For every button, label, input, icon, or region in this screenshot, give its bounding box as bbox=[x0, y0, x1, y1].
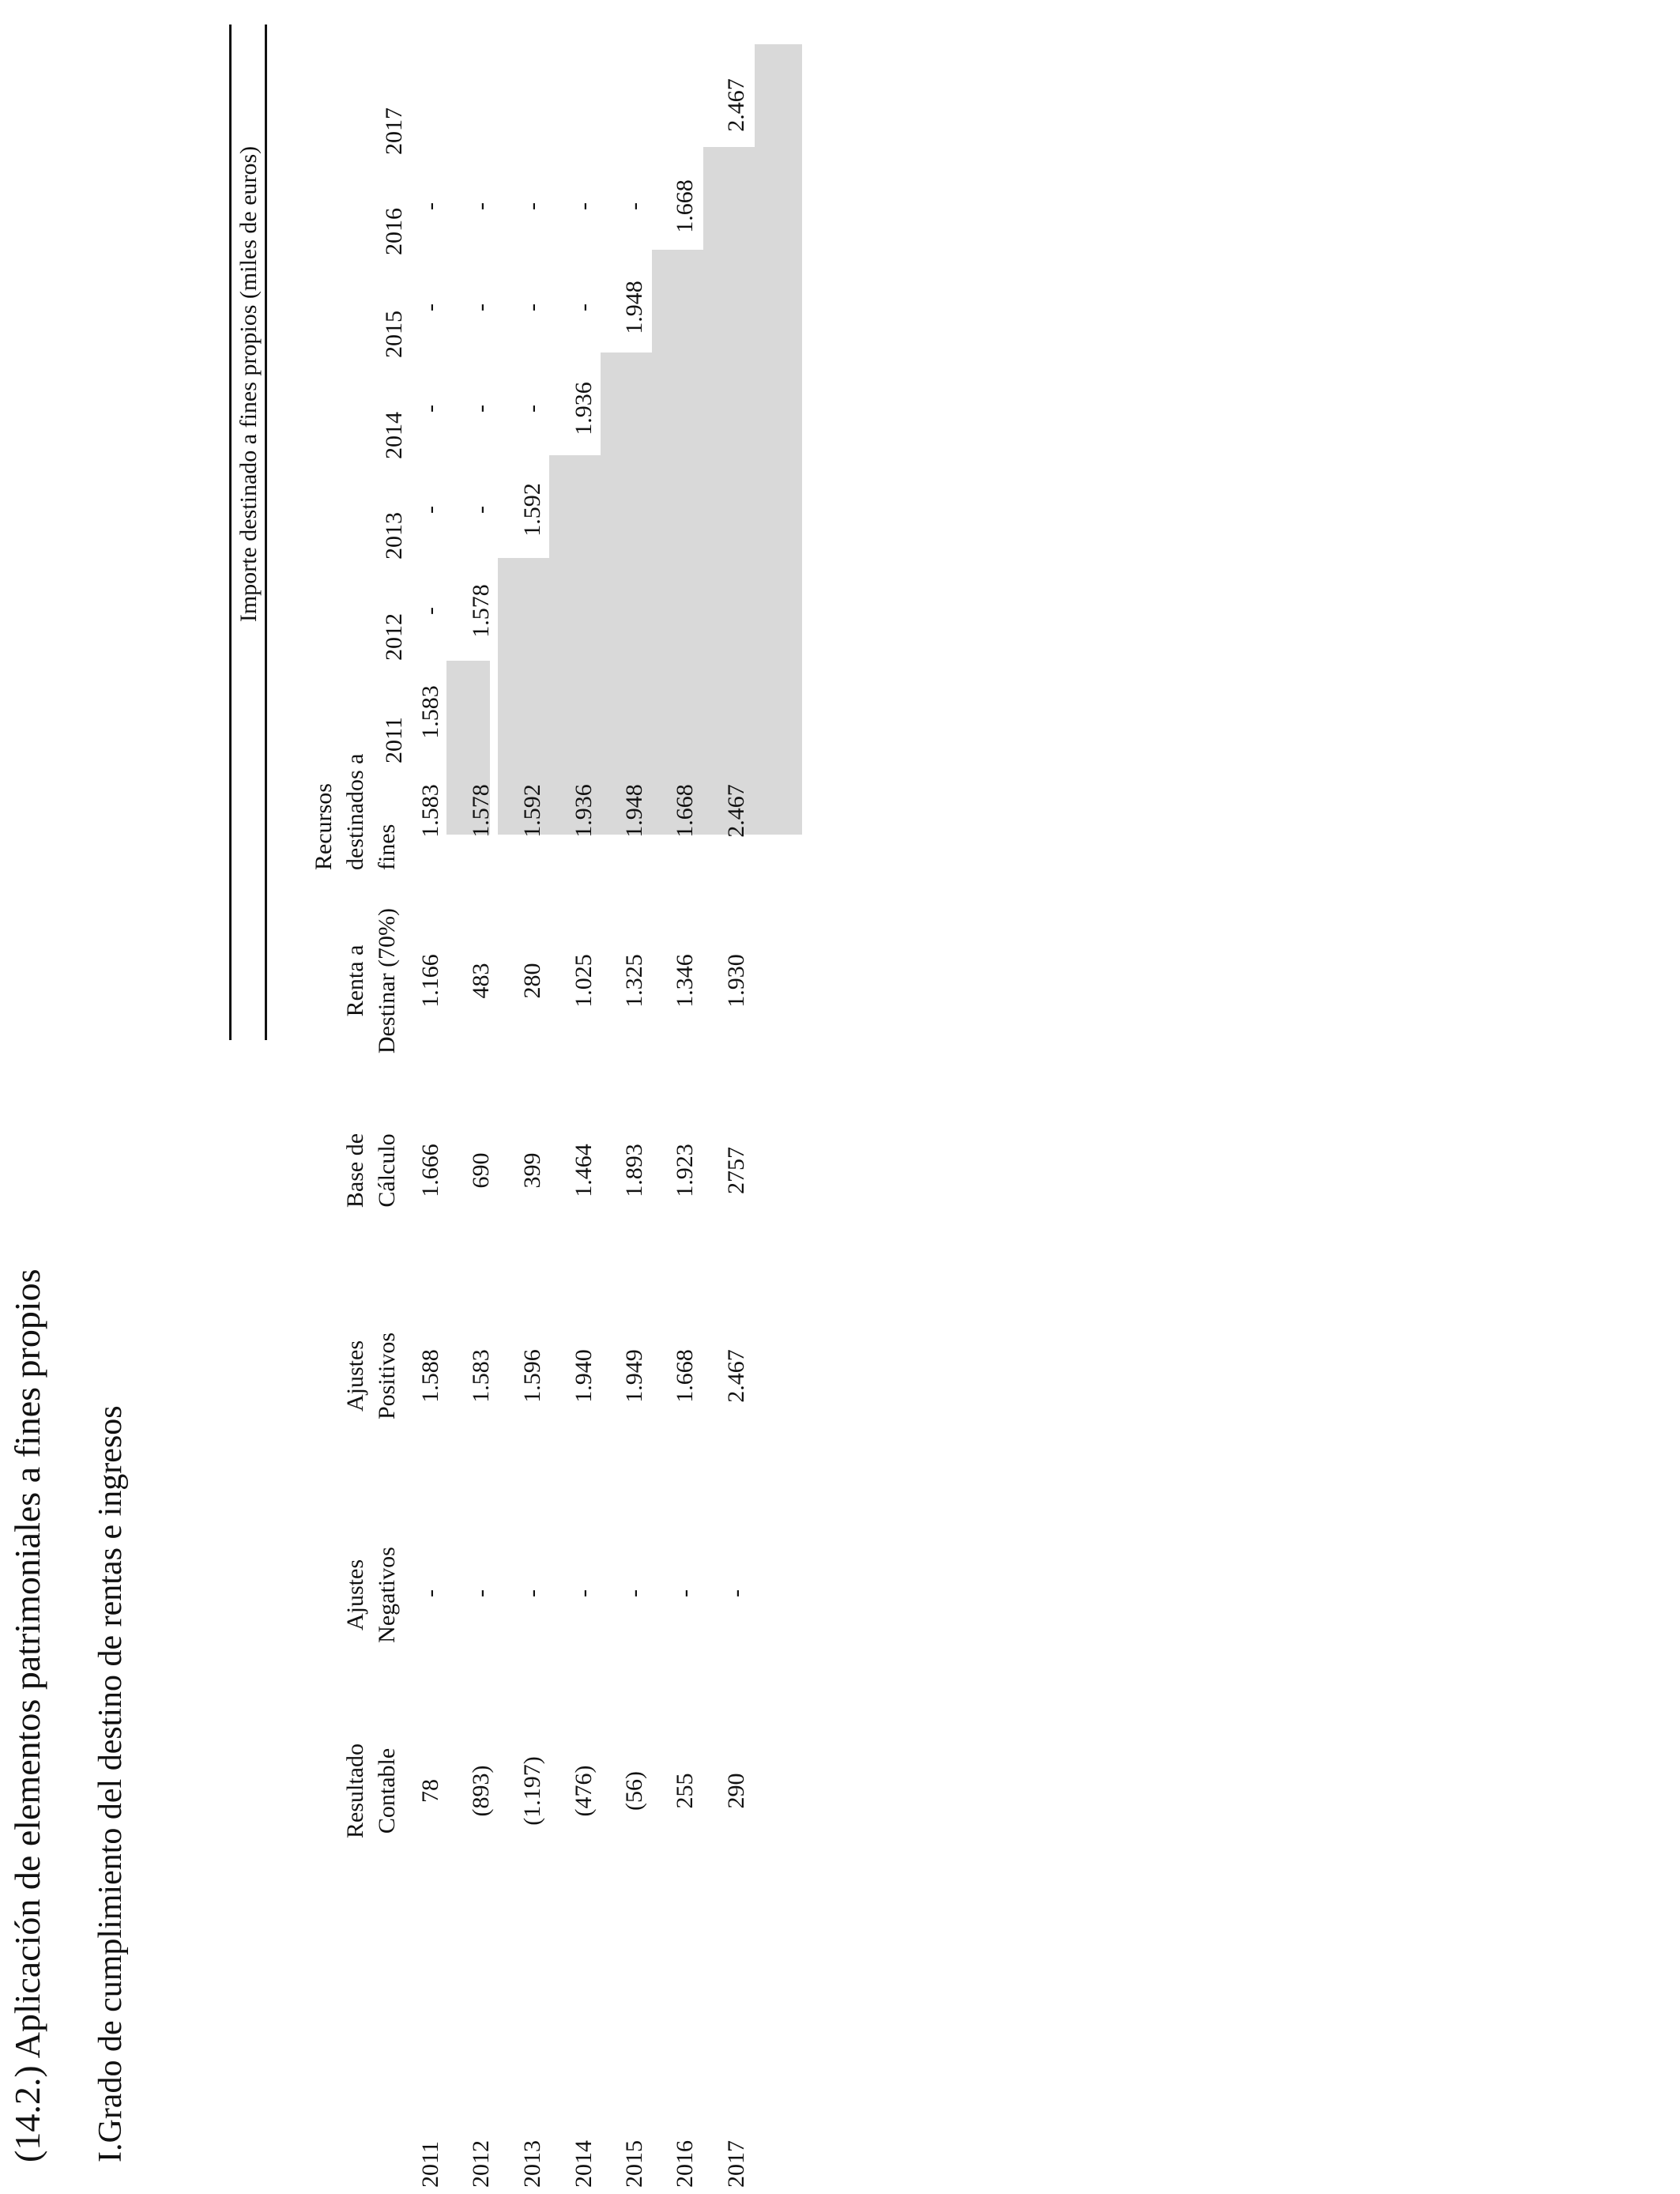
header-line: Ajustes bbox=[342, 1340, 368, 1412]
header-line: Base de bbox=[342, 1133, 368, 1208]
cell-ajustes-positivos: 1.588 bbox=[417, 1349, 443, 1403]
document-title: (14.2.) Aplicación de elementos patrimoniales a fines propios bbox=[7, 1269, 47, 2162]
row-year-label: 2014 bbox=[571, 2140, 597, 2188]
cell-importe: - bbox=[571, 202, 597, 210]
cell-ajustes-negativos: - bbox=[621, 1589, 647, 1597]
year-column-header: 2015 bbox=[381, 311, 407, 358]
header-line: Negativos bbox=[374, 1547, 400, 1643]
header-renta-destinar bbox=[340, 894, 403, 1068]
cell-base-calculo: 690 bbox=[468, 1152, 494, 1189]
cell-importe: - bbox=[519, 202, 545, 210]
cell-importe: - bbox=[571, 303, 597, 311]
cell-ajustes-negativos: - bbox=[571, 1589, 597, 1597]
cell-importe: - bbox=[468, 202, 494, 210]
header-line: Positivos bbox=[374, 1332, 400, 1420]
header-line: Contable bbox=[374, 1747, 400, 1834]
cell-renta-destinar: 1.325 bbox=[621, 954, 647, 1008]
cell-importe: - bbox=[519, 405, 545, 413]
cell-resultado: (893) bbox=[468, 1765, 494, 1817]
row-year-label: 2013 bbox=[519, 2140, 545, 2188]
cell-base-calculo: 1.666 bbox=[417, 1144, 443, 1197]
cell-importe: - bbox=[417, 607, 443, 615]
cell-ajustes-positivos: 1.940 bbox=[571, 1349, 597, 1403]
cell-renta-destinar: 280 bbox=[519, 963, 545, 999]
row-year-label: 2011 bbox=[417, 2141, 443, 2188]
cell-importe: 1.668 bbox=[672, 179, 698, 233]
header-ajustes-negativos bbox=[340, 1516, 403, 1674]
cell-ajustes-negativos: - bbox=[417, 1589, 443, 1597]
cell-importe: 2.467 bbox=[723, 78, 749, 132]
shade-row-2015 bbox=[652, 250, 703, 835]
cell-ajustes-negativos: - bbox=[672, 1589, 698, 1597]
cell-recursos: 1.583 bbox=[417, 784, 443, 838]
cell-ajustes-positivos: 1.668 bbox=[672, 1349, 698, 1403]
cell-importe: - bbox=[519, 303, 545, 311]
cell-ajustes-positivos: 1.583 bbox=[468, 1349, 494, 1403]
cell-resultado: 290 bbox=[723, 1773, 749, 1809]
cell-ajustes-positivos: 1.596 bbox=[519, 1349, 545, 1403]
cell-base-calculo: 399 bbox=[519, 1152, 545, 1189]
cell-ajustes-negativos: - bbox=[468, 1589, 494, 1597]
cell-recursos: 1.936 bbox=[571, 784, 597, 838]
header-line: Cálculo bbox=[374, 1133, 400, 1208]
year-column-header: 2013 bbox=[381, 512, 407, 560]
cell-resultado: 78 bbox=[417, 1779, 443, 1803]
header-line: Renta a bbox=[342, 944, 368, 1017]
header-line: Destinar (70%) bbox=[374, 907, 400, 1054]
cell-resultado: 255 bbox=[672, 1773, 698, 1809]
cell-importe: 1.936 bbox=[571, 382, 597, 435]
cell-importe: - bbox=[621, 202, 647, 210]
importe-group-header: Importe destinado a fines propios (miles de euros) bbox=[235, 145, 262, 623]
cell-importe: 1.578 bbox=[468, 584, 494, 638]
cell-importe: - bbox=[468, 506, 494, 514]
year-column-header: 2017 bbox=[381, 107, 407, 155]
header-resultado-contable bbox=[340, 1712, 403, 1870]
cell-recursos: 1.592 bbox=[519, 784, 545, 838]
cell-base-calculo: 1.464 bbox=[571, 1144, 597, 1197]
cell-recursos: 1.578 bbox=[468, 784, 494, 838]
cell-base-calculo: 2757 bbox=[723, 1147, 749, 1194]
header-line: Recursos bbox=[311, 783, 337, 870]
year-column-header: 2012 bbox=[381, 613, 407, 661]
cell-renta-destinar: 483 bbox=[468, 963, 494, 999]
cell-importe: - bbox=[417, 202, 443, 210]
cell-recursos: 1.668 bbox=[672, 784, 698, 838]
cell-ajustes-negativos: - bbox=[519, 1589, 545, 1597]
cell-importe: - bbox=[417, 506, 443, 514]
cell-resultado: (1.197) bbox=[519, 1756, 545, 1826]
cell-base-calculo: 1.893 bbox=[621, 1144, 647, 1197]
year-column-header: 2016 bbox=[381, 208, 407, 255]
cell-recursos: 2.467 bbox=[723, 784, 749, 838]
cell-resultado: (476) bbox=[571, 1765, 597, 1817]
cell-importe: - bbox=[417, 303, 443, 311]
cell-importe: - bbox=[468, 303, 494, 311]
cell-ajustes-positivos: 1.949 bbox=[621, 1349, 647, 1403]
cell-importe: 1.592 bbox=[519, 483, 545, 537]
cell-importe: 1.948 bbox=[621, 281, 647, 334]
table-top-rule bbox=[229, 25, 232, 1040]
cell-renta-destinar: 1.166 bbox=[417, 954, 443, 1008]
cell-base-calculo: 1.923 bbox=[672, 1144, 698, 1197]
cell-importe: - bbox=[468, 405, 494, 413]
cell-ajustes-positivos: 2.467 bbox=[723, 1349, 749, 1403]
shade-row-2017 bbox=[755, 44, 802, 835]
cell-renta-destinar: 1.025 bbox=[571, 954, 597, 1008]
cell-resultado: (56) bbox=[621, 1771, 647, 1811]
shade-row-2016 bbox=[703, 147, 755, 835]
header-line: fines bbox=[374, 824, 400, 870]
group-header-rule bbox=[265, 25, 267, 1040]
cell-recursos: 1.948 bbox=[621, 784, 647, 838]
header-line: Resultado bbox=[342, 1744, 368, 1838]
document-subtitle: I.Grado de cumplimiento del destino de rentas e ingresos bbox=[92, 1405, 129, 2162]
cell-renta-destinar: 1.346 bbox=[672, 954, 698, 1008]
year-column-header: 2011 bbox=[381, 717, 407, 763]
header-ajustes-positivos bbox=[340, 1297, 403, 1455]
row-year-label: 2016 bbox=[672, 2140, 698, 2188]
row-year-label: 2017 bbox=[723, 2140, 749, 2188]
header-base-calculo bbox=[340, 1091, 403, 1250]
header-line: Ajustes bbox=[342, 1559, 368, 1630]
year-column-header: 2014 bbox=[381, 412, 407, 459]
cell-ajustes-negativos: - bbox=[723, 1589, 749, 1597]
cell-importe: 1.583 bbox=[417, 685, 443, 739]
row-year-label: 2015 bbox=[621, 2140, 647, 2188]
cell-renta-destinar: 1.930 bbox=[723, 954, 749, 1008]
header-line: destinados a bbox=[342, 753, 368, 870]
cell-importe: - bbox=[417, 405, 443, 413]
row-year-label: 2012 bbox=[468, 2140, 494, 2188]
